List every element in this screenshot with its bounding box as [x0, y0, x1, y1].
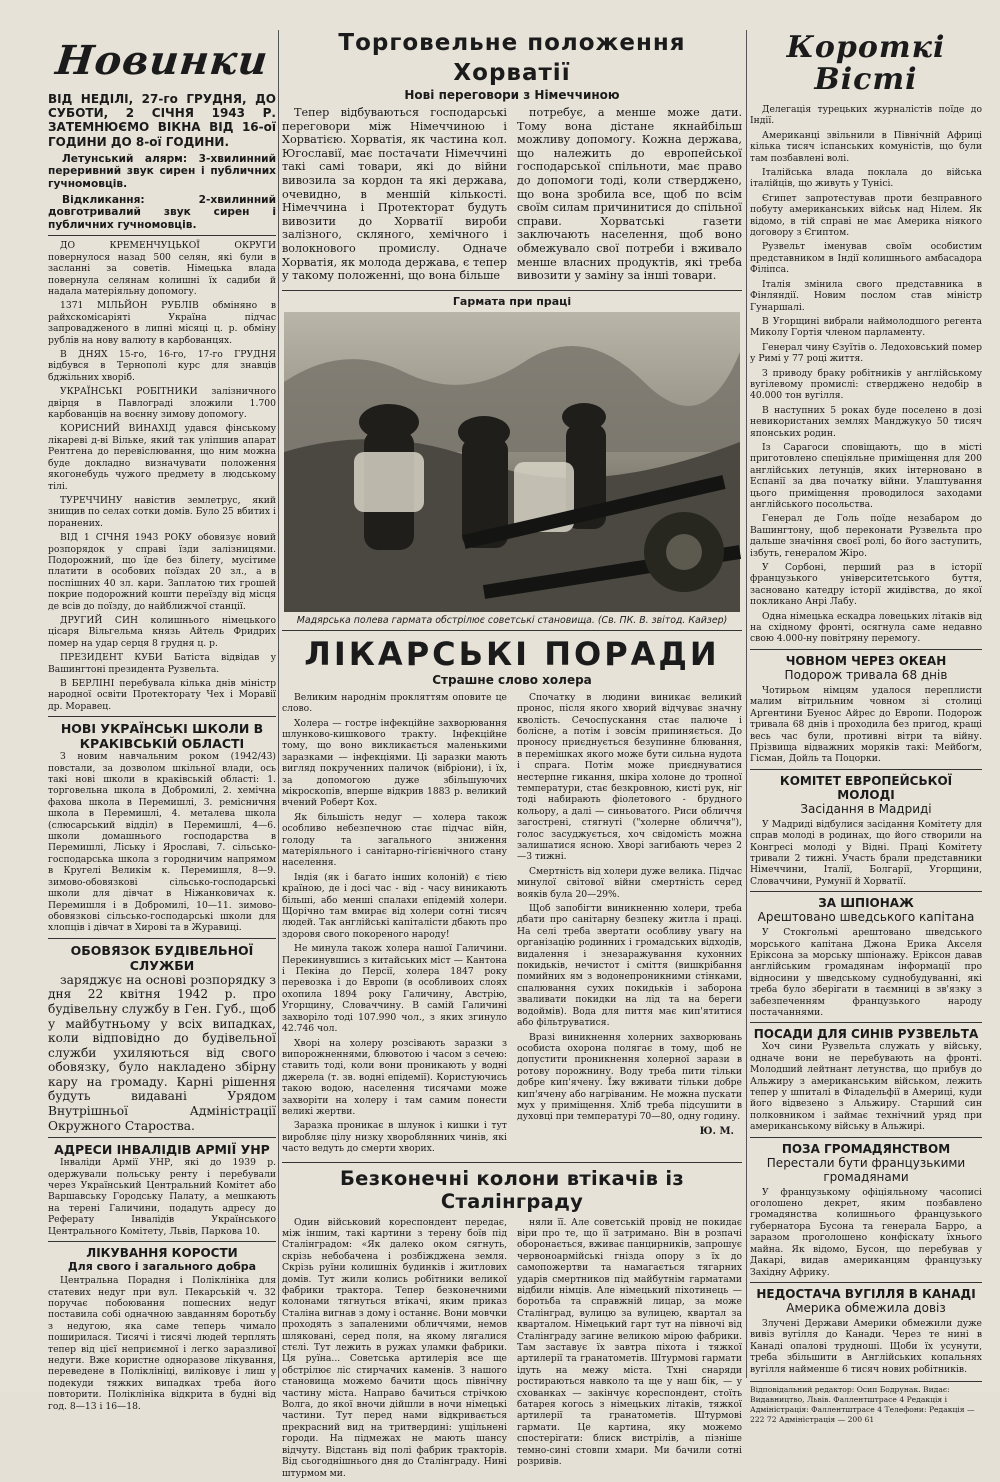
- news-item: Делегація турецьких журналістів поїде до Індії.: [750, 104, 982, 127]
- stalingrad-article: [282, 1217, 742, 1482]
- artillery-photo: [284, 312, 740, 612]
- news-item: З приводу браку робітників у англійському вугілевому промислі: стверджено недобір в 40.000 тон вугілля.: [750, 367, 982, 402]
- service-text: заряджує на основі розпорядку з дня 22 квітня 1942 р. про будівельну службу в Ген. Губ., щоб у майбутньому у всіх випадках, коли відповідно до будівельної служби ухиляються від свого обовязку, було накладено збірну кару на громаду. Карні рішення будуть видавані Урядом Внутрішньої Адміністрації Окружного Староства.: [48, 972, 276, 1133]
- masthead-novynky: Новинки: [53, 37, 271, 84]
- roosevelt-headline: ПОСАДИ ДЛЯ СИНІВ РУЗВЕЛЬТА: [753, 1027, 979, 1042]
- news-item: Італійська влада поклала до війська італійців, що живуть у Тунісі.: [750, 167, 982, 190]
- health-paragraph: Індія (як і багато інших колоній) є тією країною, де і досі час - від - часу виникають більші, або менші спалахи епідемій холери. Щорічно там вмирає від холери сотні тисяч людей. Так англійські капіталісти дбають про здоровя свого покореного народу!: [282, 871, 507, 940]
- health-paragraph: Вразі виникнення холерних захворювань особиста охорона полягає в тому, щоб не допустити проникнення холерної зарази в ротову порожнину. Воду треба пити тільки добре кип'ячену. Їжу вживати тільки добре кип'ячену або нагріваним. Не можна пускати мух у приміщення. Хліб треба підсушити в духовці при температурі 70—80, одну годину.: [517, 1031, 742, 1123]
- news-item: ДО КРЕМЕНЧУЦЬКОЇ ОКРУГИ повернулося назад 500 селян, які були в засланні за советів. Німецька влада повернула селянам колишні їх садиби й надала матеріяльну допомогу.: [48, 240, 276, 297]
- schools-text: З новим навчальним роком (1942/43) повстали, за дозволом шкільної влади, ось такі нові школи в краківській області: 1. торговельна школа в Добромилі, 2. хемічна фахова школа в Перемишлі, 3. ремісничня школа в Перемишлі, 4. металева школа (слюсарський відділ) в Перемишлі, 4—6. школи домашнього господарства в Перемишлі, Ліську і Ярославі, 7. сільсько-господарська школа з городничим напрямом в Кругелі Великім к. Перемишля, 8—9. зимово-обовязкові сільсько-господарські школи для дівчат в Ніжанковичах к. Перемишля і в Добромилі, 10—11. зимово-обовязкові сільсько-господарські школи для хлопців і дівчат в Хирові та в Журавиці.: [48, 751, 276, 934]
- news-item: ТУРЕЧЧИНУ навістив землетрус, який знищив по селах сотки домів. Було 25 вбитих і поранених.: [48, 494, 276, 529]
- air-alarm-notice: Летунський алярм: 3-хвилинний переривний звук сирен і публичних гучномовців.: [48, 152, 276, 190]
- coal-headline: НЕДОСТАЧА ВУГІЛЛЯ В КАНАДІ: [756, 1286, 976, 1301]
- invalids-text: Інваліди Армії УНР, які до 1939 р. одержували польську ренту і перебували через Український Центральний Комітет або Варшавську Городську Палату, а мешкають на терені Галичини, подадуть адресу до Реферату Інвалідів Українського Центрального Комітету, Львів, Паркова 10.: [48, 1157, 276, 1237]
- divider: [282, 1162, 742, 1163]
- croatia-text-col2: потребує, а менше може дати. Тому вона дістане якнайбільш можливу допомогу. Кожна держава, що належить до европейської господарської спільноти, має право до допомоги тоді, коли стверджено, що вона зробила все, щоб по всім своїм силам причинитися до спільної справи. Хорватські газети заключають населення, щоб воно обмежувало свої потреби і вживало менше власних продуктів, які треба вивозити у заміну за інші товари.: [517, 106, 742, 283]
- news-item: ПРЕЗИДЕНТ КУБИ Батіста відвідав у Вашингтоні президента Рузвельта.: [48, 652, 276, 675]
- health-paragraph: Спочатку в людини виникає великий пронос, після якого хворий відчуває значну кволість. Сечоспускання стає палюче і болісне, а потім і зовсім припиняється. До проносу приєднується безупинне блювання, в перемішках якого може бути сильна нудота і спрага. Потім може приєднуватися нестерпне гикання, шкіра холоне до тропної температури, стає безкровною, кисті рук, ніг тоді набирають фіолетового - брудного кольору, а далі — синьоватого. Риси обличчя загострені, стягнуті ("холерне обличчя"), голос засуджується, хоч свідомість можна залишатися ясною. Хворі загибають через 2—3 тижні.: [517, 691, 742, 863]
- coal-subheadline: Америка обмежила довіз: [786, 1300, 946, 1315]
- health-article: [282, 692, 742, 1158]
- divider: [282, 630, 742, 631]
- health-paragraph: Не минула також холера нашої Галичини. Перекинувшись з китайських міст — Кантона і Пекіна до Персії, холера 1847 року перевозка і до Европи (в особливоих слоях охопила 1894 року Галичину, Австрію, Угорщину, Словаччину. В самій Галичині захворіло тоді 107.990 чол., з яких згинуло 42.746 чол.: [282, 943, 507, 1035]
- invalids-headline: АДРЕСИ ІНВАЛІДІВ АРМІЇ УНР: [54, 1142, 270, 1158]
- stalingrad-headline: Безконечні колони втікачів із Сталінграду: [340, 1166, 684, 1213]
- divider: [48, 1137, 276, 1138]
- photo-caption: Мадярська полева гармата обстрілює советські становища. (Св. ПК. В. звітод. Кайзер): [296, 614, 728, 626]
- column-rule-left: [278, 30, 279, 1378]
- news-item: В наступних 5 роках буде поселено в дозі невикористаних землях Манджукуо 50 тисяч японських родин.: [750, 404, 982, 439]
- scabies-subheadline: Для свого і загального добра: [67, 1260, 257, 1274]
- citizenship-headline: ПОЗА ГРОМАДЯНСТВОМ: [781, 1141, 951, 1156]
- divider: [750, 1022, 982, 1023]
- youth-text: У Мадриді відбулися засідання Комітету для справ молоді в родинах, що його створили на Конгресі молоді у Відні. Праці Комітету тривали 2 тижні. Участь брали представники Німеччини, Італії, Болгарії, Угорщини, Словаччини, Румунії й Хорватії.: [750, 818, 982, 887]
- artillery-photo-image: [284, 312, 740, 612]
- spy-subheadline: Арештовано шведського капітана: [757, 910, 975, 925]
- croatia-article: [282, 106, 742, 286]
- ocean-subheadline: Подорож тривала 68 днів: [784, 667, 948, 682]
- divider: [750, 1137, 982, 1138]
- stalingrad-text-col2: няли її. Але советській провід не покидає віри про те, що її затримано. Він в розпачі оборонається, вживає панцирників, запрошує червоноармійські гнізда опору з їх до самопожертви та намагається тягарних ударів смертников під майбутнім гарматами відбили німців. Але німецький піхотинець — боротьба та справжній лицар, за може Сталінград, вулицю за вулицею, квартал за кварталом. Німецький гарт тут на півночі від Сталінграду загине великою мірою фабрики. Там заставує їх завтра піхота і тяжкої артилерії та гранатометів. Штурмові гармати ідуть на межу міста. Тхні снаряди ростираються навколо та ще у наш бік, — у схованках — закінчує кореспондент, стоїть батарея когось з німецьких літаків, тяжкої артилерії та гранатометів. Штурмові гармати. Це картина, яку можемо спостерігати: блиск вистрілів, а пізніше темно-сині стовпи хмари. Ми бачили сотні розривів.: [517, 1216, 742, 1468]
- news-item: В БЕРЛІНІ перебувала кілька днів міністр народної освіти Протекторату Чех і Моравії др. Моравец.: [48, 678, 276, 712]
- health-subheadline: Страшне слово холера: [432, 672, 592, 687]
- divider: [750, 769, 982, 770]
- divider: [750, 649, 982, 650]
- health-paragraph: Як більшість недуг — холера також особливо небезпечною стає підчас війн, голоду та загального зниження матеріяльного і санітарно-гігієнічного стану населення.: [282, 811, 507, 869]
- column-rule-right: [746, 30, 747, 1378]
- spy-text: У Стокгольмі арештовано шведського морського капітана Джона Ерика Акселя Еріксона за морську шпіонажу. Еріксон давав англійським громадянам інформації про відносини у шведському суднобудуванні, які треба було зберігати в таємниці в зв'язку з забезпеченням французького народу постачаннями.: [750, 927, 982, 1018]
- short-news-list: [48, 240, 276, 712]
- divider: [48, 235, 276, 236]
- blackout-notice: ВІД НЕДІЛІ, 27-го ГРУДНЯ, ДО СУБОТИ, 2 СІЧНЯ 1943 Р. ЗАТЕМНЮЄМО ВІКНА ВІД 16-ої ГОДИНИ ДО 8-ої ГОДИНИ.: [48, 92, 276, 149]
- imprint: Відповідальний редактор: Осип Бодрунак. Видає: Видавництво, Львів. Фаллентштрасе 4 Редакція і Адміністрація: Фаллентштрасе 4 Телефони: Редакція — 222 72 Адміністрація — 200 61: [750, 1381, 982, 1425]
- divider: [750, 891, 982, 892]
- news-item: Генерал де Голь поїде незабаром до Вашингтону, щоб переконати Рузвельта про дальше значіння своєї ролі, бо його заступить, ізбуть, генералом Жіро.: [750, 513, 982, 559]
- health-signature: Ю. М.: [699, 1125, 734, 1137]
- roosevelt-text: Хоч сини Рузвельта служать у війську, одначе вони не перебувають на фронті. Молодший лейтнант летунства, що прибув до Альжиру з американським військом, лежить тепер у шпиталі в Філадельфії в Америці, куди його відвезено з Альжиру. Старший син полковником і займає технічний уряд при американському війську в Альжирі.: [750, 1041, 982, 1133]
- ocean-headline: ЧОВНОМ ЧЕРЕЗ ОКЕАН: [785, 653, 947, 668]
- divider: [48, 1241, 276, 1242]
- schools-headline: НОВІ УКРАЇНСЬКІ ШКОЛИ В КРАКІВСЬКІЙ ОБЛАСТІ: [60, 721, 264, 752]
- croatia-headline: Торговельне положення Хорватії: [338, 30, 686, 86]
- short-news-list: [750, 104, 982, 645]
- health-paragraph: Заразка проникає в шлунок і кишки і тут виробляє цілу низку хвороблянних чинів, які часто ведуть до смерти хворих.: [282, 1120, 507, 1155]
- news-item: ВІД 1 СІЧНЯ 1943 РОКУ обовязує новий розпорядок у справі їзди залізницями. Подорожний, що їде без білету, мусітиме платити в особових поїздах 20 зл., а в поспішних 40 зл. кари. Заплатою тих грошей покрие подорожний кошти переїзду від місця де всів до поїзду, до найближчої станції.: [48, 532, 276, 612]
- news-item: В Угорщині вибрали наймолодшого регента Миколу Гортія членом парламенту.: [750, 315, 982, 339]
- news-item: КОРИСНИЙ ВИНАХІД удався фінському лікареві д-ві Вільке, який так уліпшив апарат Рентгена до перевіслювання, що ним можна буде докладно визначувати положення якогонебудь чужого предмету в людському тілі.: [48, 423, 276, 492]
- youth-subheadline: Засідання в Мадриді: [800, 801, 932, 816]
- news-item: Генерал чину Єзуїтів о. Ледоховський помер у Римі у 77 році життя.: [750, 341, 982, 365]
- photo-heading: Гармата при праці: [452, 294, 572, 308]
- news-item: Американці звільнили в Північній Африці кілька тисяч іспанських комуністів, що були там позбавлені волі.: [750, 129, 982, 164]
- masthead-short-news: Короткі Вісті: [786, 30, 946, 97]
- all-clear-notice: Відкликання: 2-хвилинний довготривалий звук сирен і публичних гучномовців.: [48, 193, 276, 231]
- divider: [48, 716, 276, 717]
- coal-text: Злучені Держави Америки обмежили дуже вивіз вугілля до Канади. Через те нині в Канаді опалові трудноші. Щоби їх усунути, треба збільшити в Англійських копальнях вугілля найменше 6 тисяч нових робітників.: [750, 1317, 982, 1375]
- news-item: Єгипет запротестував проти безправного побуту американських військ над Нілем. Як відомо, в тій справі не має Америка ніякого договору з Єгиптом.: [750, 192, 982, 239]
- divider: [750, 1282, 982, 1283]
- youth-headline: КОМІТЕТ ЕВРОПЕЙСЬКОЇ МОЛОДІ: [779, 773, 953, 802]
- news-item: Рузвельт іменував своїм особистим представником в Індії колишнього амбасадора Філіпса.: [750, 241, 982, 276]
- scabies-text: Центральна Порадня і Поліклініка для статевих недуг при вул. Пекарській ч. 32 поручає побоювання пошесних недуг поставила собі одначною завданням боротьбу з недугою, яка саме теперь чимало поширилася. Тисячі і тисячі людей терплять тепер від цієї неприємної і легко заразливої недуги. Вже користне одноразове лікування, переведене в Поліклініці, виліковує і лиш у подекуди тяжких випадках треба його повторити. Поліклініка відкрита в будні від год. 8—13 і 16—18.: [48, 1275, 276, 1412]
- citizenship-subheadline: Перестали бути французькими громадянами: [766, 1155, 966, 1184]
- right-column: [750, 28, 982, 1424]
- left-column: [48, 28, 276, 1412]
- news-item: У Сорбоні, перший раз в історії французького університетського буття, засновано катедру історії жидівства, до якої покликано Анрі Лабу.: [750, 562, 982, 608]
- news-item: Одна німецька ескадра ловецьких літаків від на східному фронті, осягнула саме недавно свою 4.000-ну повітряну перемогу.: [750, 610, 982, 645]
- ocean-text: Чотирьом німцям удалося переплисти малим вітрильним човном зі столиці Аргентини Буенос Айрес до Европи. Подорож тривала 68 днів і проходила без пригод, кращі весь час були, противні вітри та війну. Прізвища відважних моряків такі: Мейбоґм, Гісман, Дойль та Поцорки.: [750, 684, 982, 765]
- croatia-subheadline: Нові переговори з Німеччиною: [404, 88, 620, 102]
- spy-headline: ЗА ШПІОНАЖ: [818, 896, 914, 911]
- health-paragraph: Великим народнім прокляттям оповите це слово.: [282, 691, 507, 715]
- health-paragraph: Щоб запобігти виникненню холери, треба дбати про санітарну безпеку житла і праці. На селі треба звертати особливу увагу на організацію родинних і громадських відходів, видалення і знезаражування кухонних покидьків, нечистот і сміття (вишкрібання помийних ям з водонепроникними стінками, спалювання сухих покидьків і заборона зваливати покидки на лід та на береги водоймів). Вода для пиття має кип'ятитися або фільтруватися.: [517, 903, 742, 1029]
- stalingrad-text-col1: Один військовий кореспондент передає, між іншим, такі картини з терену боїв під Сталінградом: «Як далеко оком сягнуть, скрізь небобачена і розбіжджена земля. Скрізь руїни колишніх будинків і житлових домів. Тут жили колись робітники великої фабрики трактора. Тепер безконечними колонами тягнуться втікачі, яким приказ Сталіна вигнав з дому і останнє. Вони мовчки проходять з запаленими обличчями, немов шляковані, серед поля, на якому лягалися стєлі. Тут лежить в ружах уламки фабрики. Ця руїна... Советська артилерія все ще обстрілює ліс стирчачих каменів. З нашого становища можемо бачити щось північну частину міста. Направо бачиться стрічкою Волга, до якої вночи дійшли в ночи німецькі частини. Тут перед нами відкривається прекрасний вид на тритвердині: ущільнені городи. На підмежах не мають шансу відчуту. Відстань від полі фабрик тракторів. Від сьогоднішнього дня до Сталінграду. Нині штурмом ми.: [282, 1216, 507, 1479]
- health-headline: ЛІКАРСЬКІ ПОРАДИ: [304, 634, 720, 673]
- news-item: В ДНЯХ 15-го, 16-го, 17-го ГРУДНЯ відбувся в Тернополі курс для знавців бджільних хворіб.: [48, 349, 276, 383]
- divider: [282, 290, 742, 291]
- citizenship-text: У французькому офіціяльному часописі оголошено декрет, яким позбавлено громадянства колишнього французького губернатора Бусона та генерала Барро, а заразом проголошено конфіскату їхнього майна. Як відомо, Бусон, що перебував у Дакарі, видав американцям французьку Західну Африку.: [750, 1186, 982, 1278]
- news-item: 1371 МІЛЬЙОН РУБЛІВ обміняно в райхскомісаріяті Україна підчас запровадженого в липні місяці ц. р. обміну рублів на нову валюту в карбованцях.: [48, 300, 276, 346]
- health-paragraph: Холера — гостре інфекційне захворювання шлунково-кишкового тракту. Інфекційне тому, що воно викликається маленькими заразками — інфекціями. Ці заразки мають вигляд покрученних паличок (вібріони), і їх, за допомогою дуже збільшуючих мікроскопів, вперше відкрив 1883 р. великий вчений Роберт Кох.: [282, 717, 507, 809]
- health-paragraph: Смертність від холери дуже велика. Підчас минулої світової війни смертність серед вояків була 20—29%.: [517, 865, 742, 900]
- scabies-headline: ЛІКУВАННЯ КОРОСТИ: [86, 1246, 238, 1261]
- divider: [48, 938, 276, 939]
- news-item: Італія змінила свого представника в Фінляндії. Новим послом став міністр Гунаршалі.: [750, 278, 982, 313]
- news-item: ДРУГИЙ СИН колишнього німецького цісаря Вільгельма князь Айтель Фридрих помер на удар серця 8 грудня ц. р.: [48, 614, 276, 649]
- middle-column: [282, 28, 742, 1479]
- health-paragraph: Хворі на холеру розсівають заразки з випорожненнями, блювотою і часом з сечею: ставить тоді, коли вони проникають у водні джерела (т. зв. водні епідемії). Користуючись такою водою, населення тисячами може захворіти на холеру і там самим понести великі жертви.: [282, 1037, 507, 1117]
- news-item: Із Сарагоси сповіщають, що в місті приготовлено спеціяльне приміщення для 200 англійських летунців, яких інтерновано в Еспанії за два початку війни. Улаштування цього приміщення проводилося заходами англійського посольства.: [750, 441, 982, 510]
- service-headline: ОБОВЯЗОК БУДІВЕЛЬНОЇ СЛУЖБИ: [70, 942, 254, 973]
- news-item: УКРАЇНСЬКІ РОБІТНИКИ залізничного двірця в Павлограді зложили 1.700 карбованців на воєнну зимову допомогу.: [48, 386, 276, 421]
- croatia-text-col1: Тепер відбуваються господарські переговори між Німеччиною і Хорватією. Хорватія, як частина кол. Югославії, має постачати Німеччині такі самі товари, які до війни вивозила за кордон та які держава, очевидно, в меншій кількості. Німеччина і Протекторат будуть вивозити до Хорватії вироби залізного, скляного, хемічного і волокнового промислу. Одначе Хорватія, як молода держава, є тепер у такому положенні, що вона більше: [282, 106, 507, 283]
